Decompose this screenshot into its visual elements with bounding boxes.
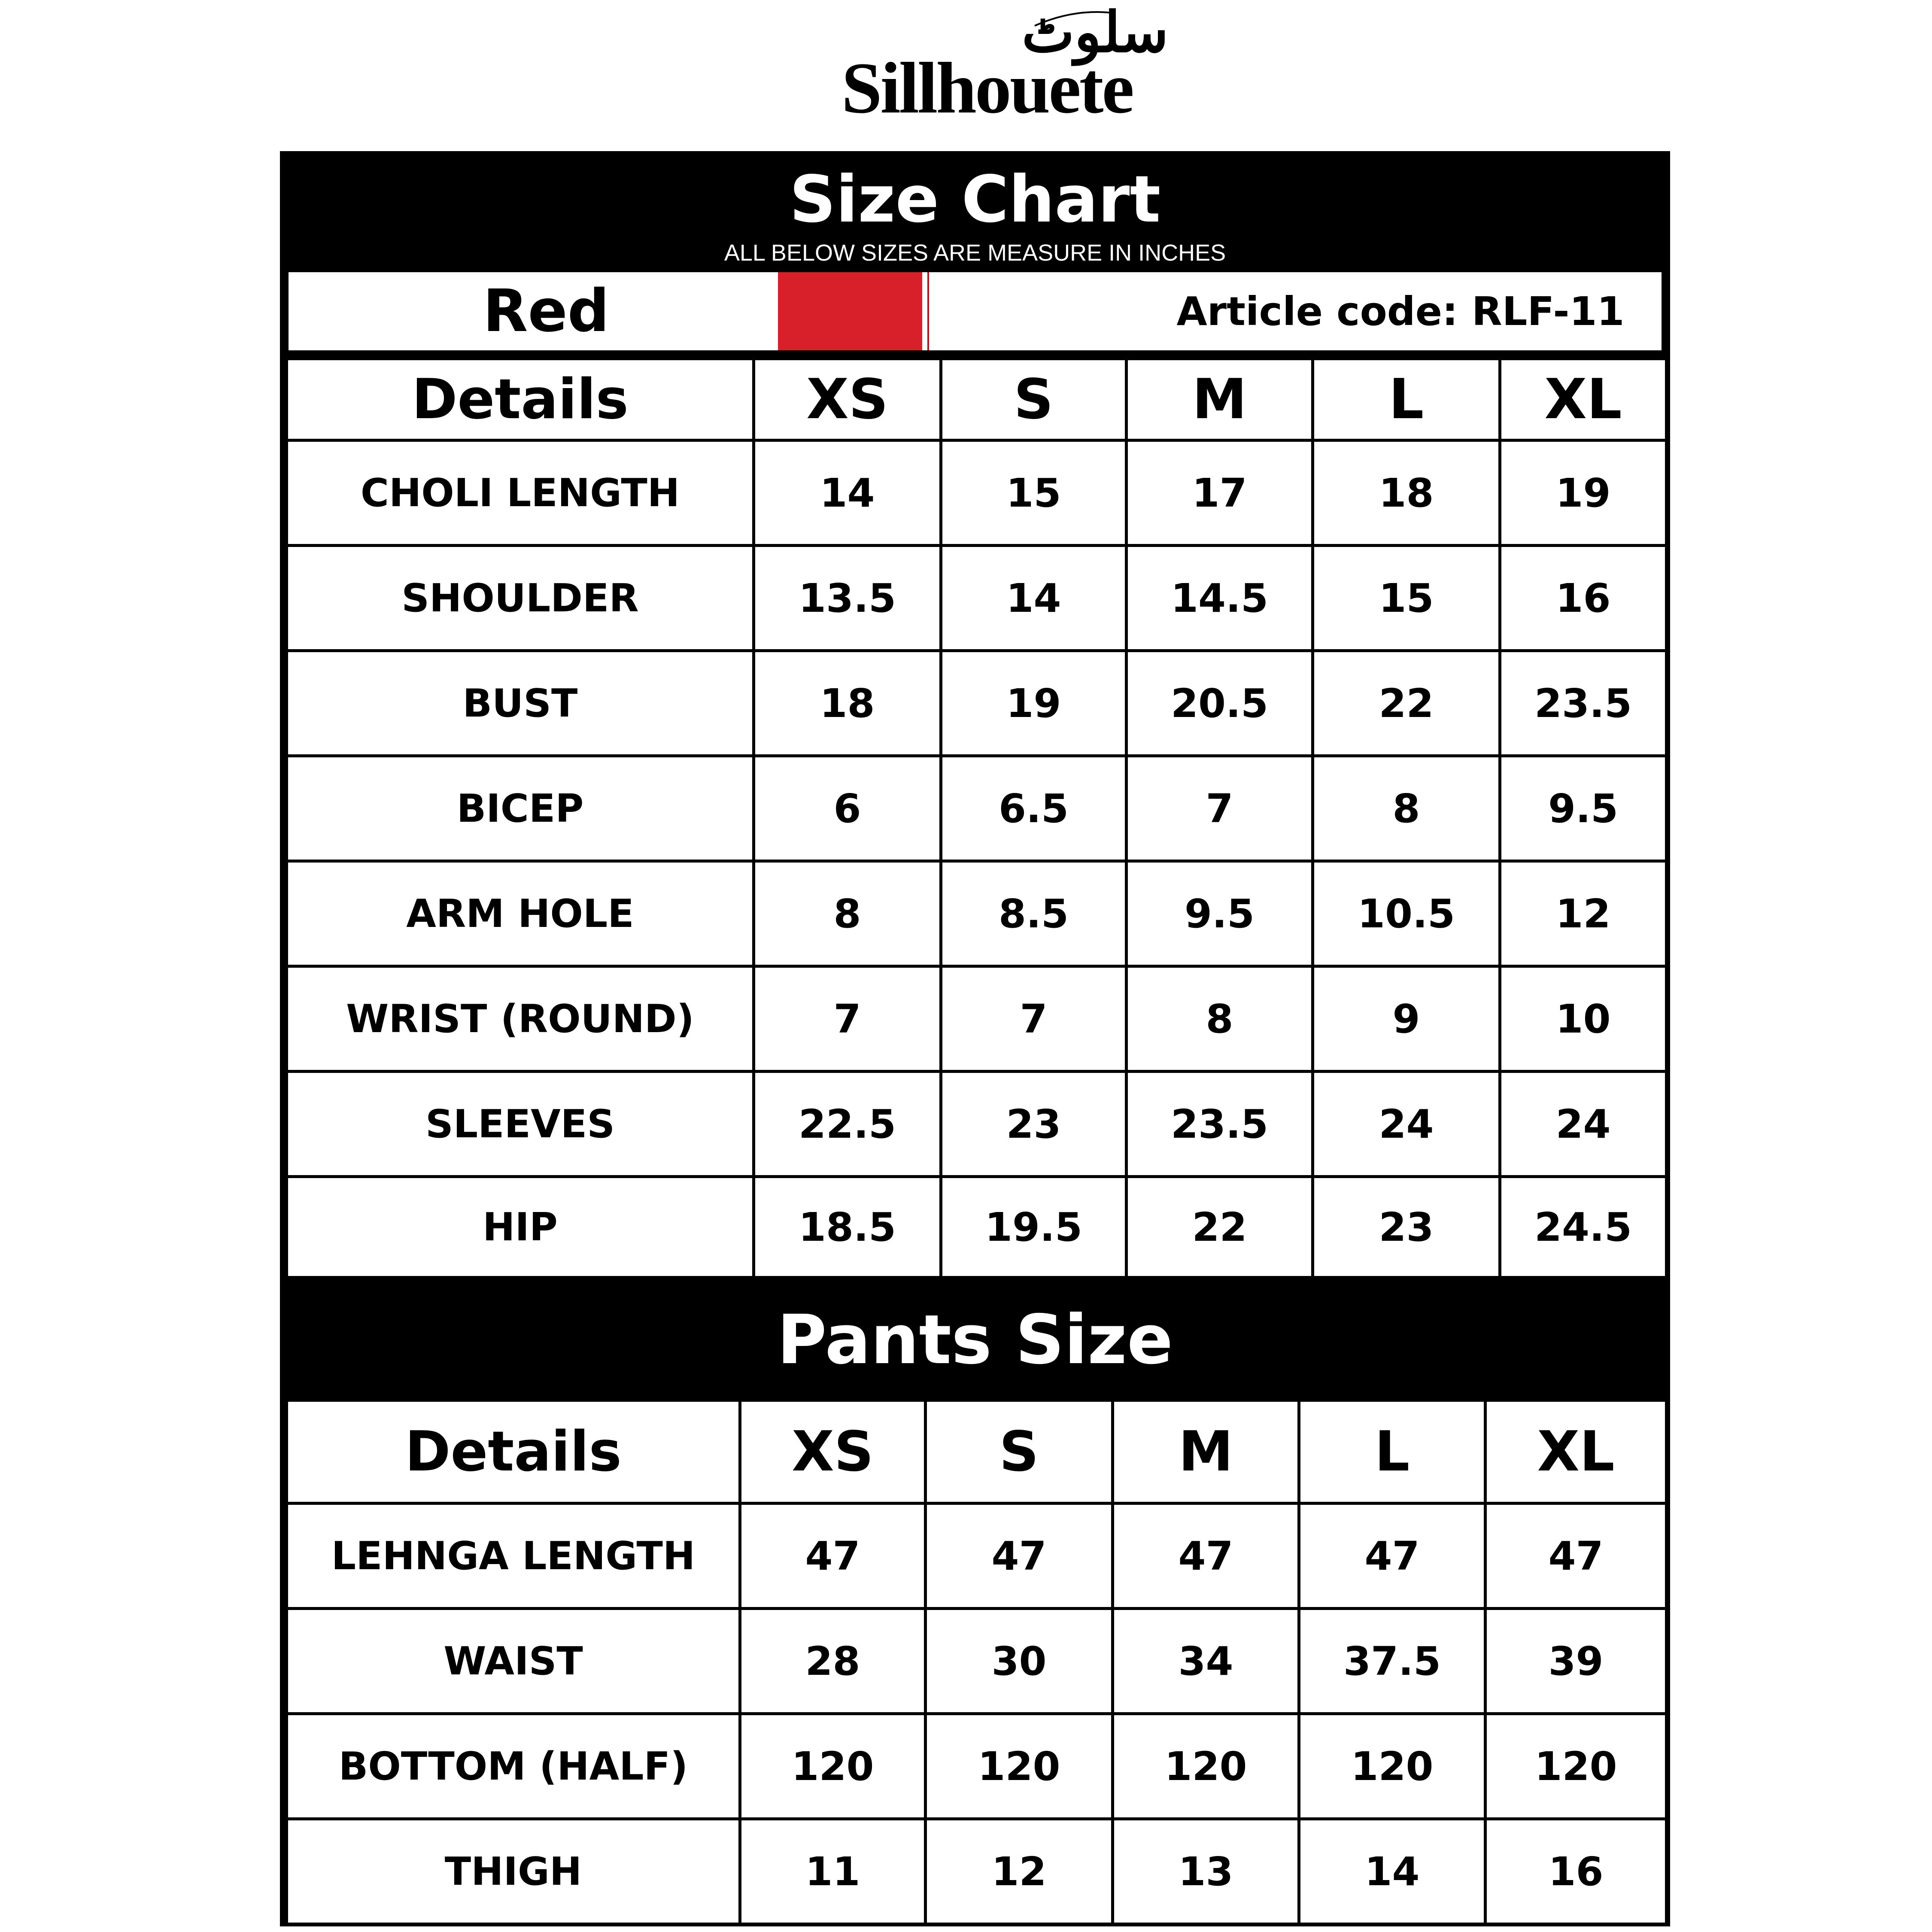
row-label: BUST (287, 651, 754, 756)
table-row (287, 1609, 1667, 1714)
cell-xl: 16 (1500, 546, 1667, 651)
cell-xl: 16 (1485, 1819, 1667, 1924)
size-chart-title: Size Chart (789, 162, 1161, 237)
cell-xl: 19 (1500, 440, 1667, 546)
cell-s: 120 (926, 1714, 1113, 1819)
cell-l: 37.5 (1299, 1609, 1485, 1714)
brand-logo (833, 0, 1169, 142)
size-chart-header-row (287, 359, 1667, 440)
color-name: Red (483, 277, 610, 345)
brand-name: Sillhouete (841, 48, 1133, 128)
cell-xs: 28 (740, 1609, 926, 1714)
cell-l: 22 (1313, 651, 1500, 756)
cell-xl: 39 (1485, 1609, 1667, 1714)
pants-size-table (285, 1399, 1668, 1926)
cell-l: 24 (1313, 1072, 1500, 1177)
cell-xl: 10 (1500, 966, 1667, 1072)
cell-m: 20.5 (1127, 651, 1313, 756)
cell-s: 15 (941, 440, 1127, 546)
row-label: BOTTOM (HALF) (287, 1714, 740, 1819)
cell-s: 8.5 (941, 861, 1127, 966)
cell-l: 14 (1299, 1819, 1485, 1924)
cell-m: 13 (1113, 1819, 1299, 1924)
pants-size-title: Pants Size (777, 1300, 1173, 1379)
color-swatch (778, 272, 922, 350)
cell-s: 47 (926, 1504, 1113, 1609)
cell-m: 9.5 (1127, 861, 1313, 966)
size-chart-table (285, 357, 1668, 1279)
pants-header-row (287, 1400, 1667, 1504)
pants-size-title-bar (280, 1287, 1670, 1394)
cell-l: 47 (1299, 1504, 1485, 1609)
cell-xs: 120 (740, 1714, 926, 1819)
cell-l: 10.5 (1313, 861, 1500, 966)
header-xl: XL (1500, 359, 1667, 440)
header-m: M (1127, 359, 1313, 440)
table-row (287, 1819, 1667, 1924)
header-details: Details (287, 1400, 740, 1504)
row-label: SLEEVES (287, 1072, 754, 1177)
cell-l: 15 (1313, 546, 1500, 651)
cell-m: 8 (1127, 966, 1313, 1072)
header-s: S (926, 1400, 1113, 1504)
cell-xl: 24.5 (1500, 1177, 1667, 1278)
cell-xl: 24 (1500, 1072, 1667, 1177)
cell-s: 7 (941, 966, 1127, 1072)
cell-l: 23 (1313, 1177, 1500, 1278)
row-label: THIGH (287, 1819, 740, 1924)
cell-m: 34 (1113, 1609, 1299, 1714)
cell-m: 23.5 (1127, 1072, 1313, 1177)
table-row (287, 440, 1667, 546)
row-label: CHOLI LENGTH (287, 440, 754, 546)
header-l: L (1299, 1400, 1485, 1504)
article-info-row (283, 267, 1667, 355)
cell-m: 7 (1127, 756, 1313, 861)
size-chart-title-bar (285, 157, 1665, 266)
cell-s: 19.5 (941, 1177, 1127, 1278)
cell-l: 9 (1313, 966, 1500, 1072)
row-label: HIP (287, 1177, 754, 1278)
row-label: SHOULDER (287, 546, 754, 651)
cell-l: 8 (1313, 756, 1500, 861)
cell-xs: 18 (754, 651, 941, 756)
cell-xs: 13.5 (754, 546, 941, 651)
cell-m: 120 (1113, 1714, 1299, 1819)
cell-l: 120 (1299, 1714, 1485, 1819)
cell-s: 12 (926, 1819, 1113, 1924)
row-label: ARM HOLE (287, 861, 754, 966)
cell-xl: 23.5 (1500, 651, 1667, 756)
cell-xs: 11 (740, 1819, 926, 1924)
cell-xs: 14 (754, 440, 941, 546)
table-row (287, 1714, 1667, 1819)
header-l: L (1313, 359, 1500, 440)
header-m: M (1113, 1400, 1299, 1504)
table-row (287, 651, 1667, 756)
cell-xs: 6 (754, 756, 941, 861)
cell-xl: 9.5 (1500, 756, 1667, 861)
cell-xs: 22.5 (754, 1072, 941, 1177)
table-row (287, 1504, 1667, 1609)
table-row (287, 861, 1667, 966)
article-code: Article code: RLF-11 (1176, 288, 1625, 334)
row-label: WAIST (287, 1609, 740, 1714)
table-row (287, 966, 1667, 1072)
cell-xl: 47 (1485, 1504, 1667, 1609)
header-xl: XL (1485, 1400, 1667, 1504)
cell-s: 19 (941, 651, 1127, 756)
cell-xs: 8 (754, 861, 941, 966)
cell-xs: 47 (740, 1504, 926, 1609)
cell-m: 47 (1113, 1504, 1299, 1609)
table-row (287, 1177, 1667, 1278)
header-xs: XS (740, 1400, 926, 1504)
cell-m: 17 (1127, 440, 1313, 546)
row-label: WRIST (ROUND) (287, 966, 754, 1072)
cell-s: 14 (941, 546, 1127, 651)
size-chart-subtitle: ALL BELOW SIZES ARE MEASURE IN INCHES (724, 240, 1226, 266)
header-s: S (941, 359, 1127, 440)
cell-xl: 120 (1485, 1714, 1667, 1819)
row-label: LEHNGA LENGTH (287, 1504, 740, 1609)
cell-xs: 18.5 (754, 1177, 941, 1278)
cell-xl: 12 (1500, 861, 1667, 966)
cell-l: 18 (1313, 440, 1500, 546)
swatch-divider (927, 272, 929, 350)
cell-s: 6.5 (941, 756, 1127, 861)
header-details: Details (287, 359, 754, 440)
cell-m: 22 (1127, 1177, 1313, 1278)
row-label: BICEP (287, 756, 754, 861)
brand-urdu-text: سلوٹ (1022, 0, 1169, 65)
table-row (287, 756, 1667, 861)
cell-s: 30 (926, 1609, 1113, 1714)
cell-xs: 7 (754, 966, 941, 1072)
table-row (287, 1072, 1667, 1177)
cell-m: 14.5 (1127, 546, 1313, 651)
cell-s: 23 (941, 1072, 1127, 1177)
table-row (287, 546, 1667, 651)
header-xs: XS (754, 359, 941, 440)
